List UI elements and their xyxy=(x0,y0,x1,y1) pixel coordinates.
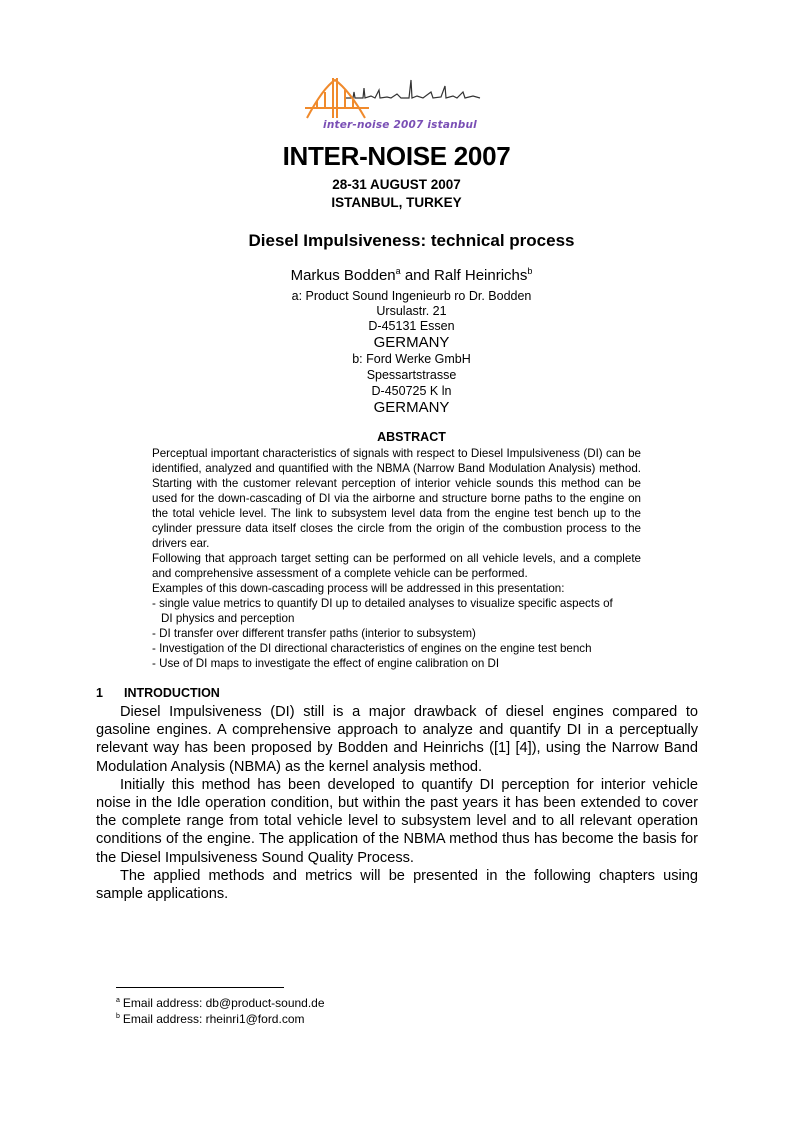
abstract-list-item: - Use of DI maps to investigate the effect of engine calibration on DI xyxy=(152,657,500,670)
conference-date: 28-31 AUGUST 2007 xyxy=(332,177,461,192)
affiliation-b-line1: b: Ford Werke GmbH xyxy=(352,352,471,366)
abstract-list-item: DI physics and perception xyxy=(161,612,295,625)
body-paragraph: Diesel Impulsiveness (DI) still is a major drawback of diesel engines compared to gasoline engines. A comprehensive approach to analyze and quantify DI in a perceptually relevant way has been proposed by Bodden and Heinrichs ([1] [4]), using the Narrow Band Modulation Analysis (NBMA) as the kernel analysis method. xyxy=(96,704,698,775)
section-heading xyxy=(96,686,220,700)
affiliation-b-line2: Spessartstrasse xyxy=(366,368,457,382)
skyline-silhouette xyxy=(345,80,480,98)
abstract-list-item: - Investigation of the DI directional characteristics of engines on the engine test bench xyxy=(152,642,592,655)
section-title: INTRODUCTION xyxy=(124,686,220,700)
conference-title: INTER-NOISE 2007 xyxy=(282,141,511,171)
body-paragraph: Initially this method has been developed to quantify DI perception for interior vehicle noise in the Idle operation condition, but within the past years it has been extended to cover the complete range from total vehicle level to subsystem level and to all relevant operation conditions of the engine. The application of the NBMA method thus has become the basis for the Diesel Impulsiveness Sound Quality Process. xyxy=(96,776,698,866)
author-2-mark: b xyxy=(527,266,533,276)
introduction-body xyxy=(96,703,698,903)
affiliation-a-country: GERMANY xyxy=(373,334,450,351)
abstract-paragraph: Examples of this down-cascading process will be addressed in this presentation: xyxy=(152,582,565,595)
abstract-body xyxy=(152,446,641,671)
abstract-paragraph: Following that approach target setting can be performed on all vehicle levels, and a complete and comprehensive assessment of a complete vehicle can be performed. xyxy=(152,552,641,580)
footnote-text: Email address: db@product-sound.de xyxy=(122,996,325,1010)
section-number: 1 xyxy=(96,686,103,700)
affiliation-a-line1: a: Product Sound Ingenieurb ro Dr. Bodden xyxy=(291,289,532,303)
body-paragraph: The applied methods and metrics will be presented in the following chapters using sample applications. xyxy=(96,867,698,903)
footnote-text: Email address: rheinri1@ford.com xyxy=(122,1012,305,1026)
logo-caption: inter-noise 2007 istanbul xyxy=(323,119,477,131)
abstract-list-item: - single value metrics to quantify DI up to detailed analyses to visualize specific aspects of xyxy=(152,597,613,610)
conference-place: ISTANBUL, TURKEY xyxy=(331,195,462,210)
paper-title: Diesel Impulsiveness: technical process xyxy=(248,231,575,250)
author-2: and Ralf Heinrichs xyxy=(400,267,528,284)
author-line xyxy=(15,267,793,284)
footnote-mark: a xyxy=(116,997,120,1004)
footnote-mark: b xyxy=(116,1013,120,1020)
abstract-list-item: - DI transfer over different transfer paths (interior to subsystem) xyxy=(152,627,476,640)
footnotes xyxy=(116,995,325,1027)
abstract-paragraph: Perceptual important characteristics of signals with respect to Diesel Impulsiveness (DI) can be identified, analyzed and quantified with the NBMA (Narrow Band Modulation Analysis) method. Starting with the customer relevant perception of interior vehicle sounds this method can be used for the down-cascading of DI via the airborne and structure borne paths to the engine on the total vehicle level. The link to subsystem level data from the engine test bench up to the cylinder pressure data itself closes the circle from the origin of the combustion process to the drivers ear. xyxy=(152,447,641,550)
author-1-mark: a xyxy=(395,266,401,276)
affiliation-b-country: GERMANY xyxy=(373,399,450,416)
abstract-heading: ABSTRACT xyxy=(377,430,446,444)
affiliation-a-line3: D-45131 Essen xyxy=(368,319,455,333)
footnote xyxy=(116,995,325,1011)
footnote-divider xyxy=(116,987,284,988)
footnote xyxy=(116,1011,325,1027)
affiliation-b-line3: D-450725 K ln xyxy=(371,384,452,398)
affiliation-a-line2: Ursulastr. 21 xyxy=(376,304,447,318)
author-1: Markus Bodden xyxy=(290,267,396,284)
